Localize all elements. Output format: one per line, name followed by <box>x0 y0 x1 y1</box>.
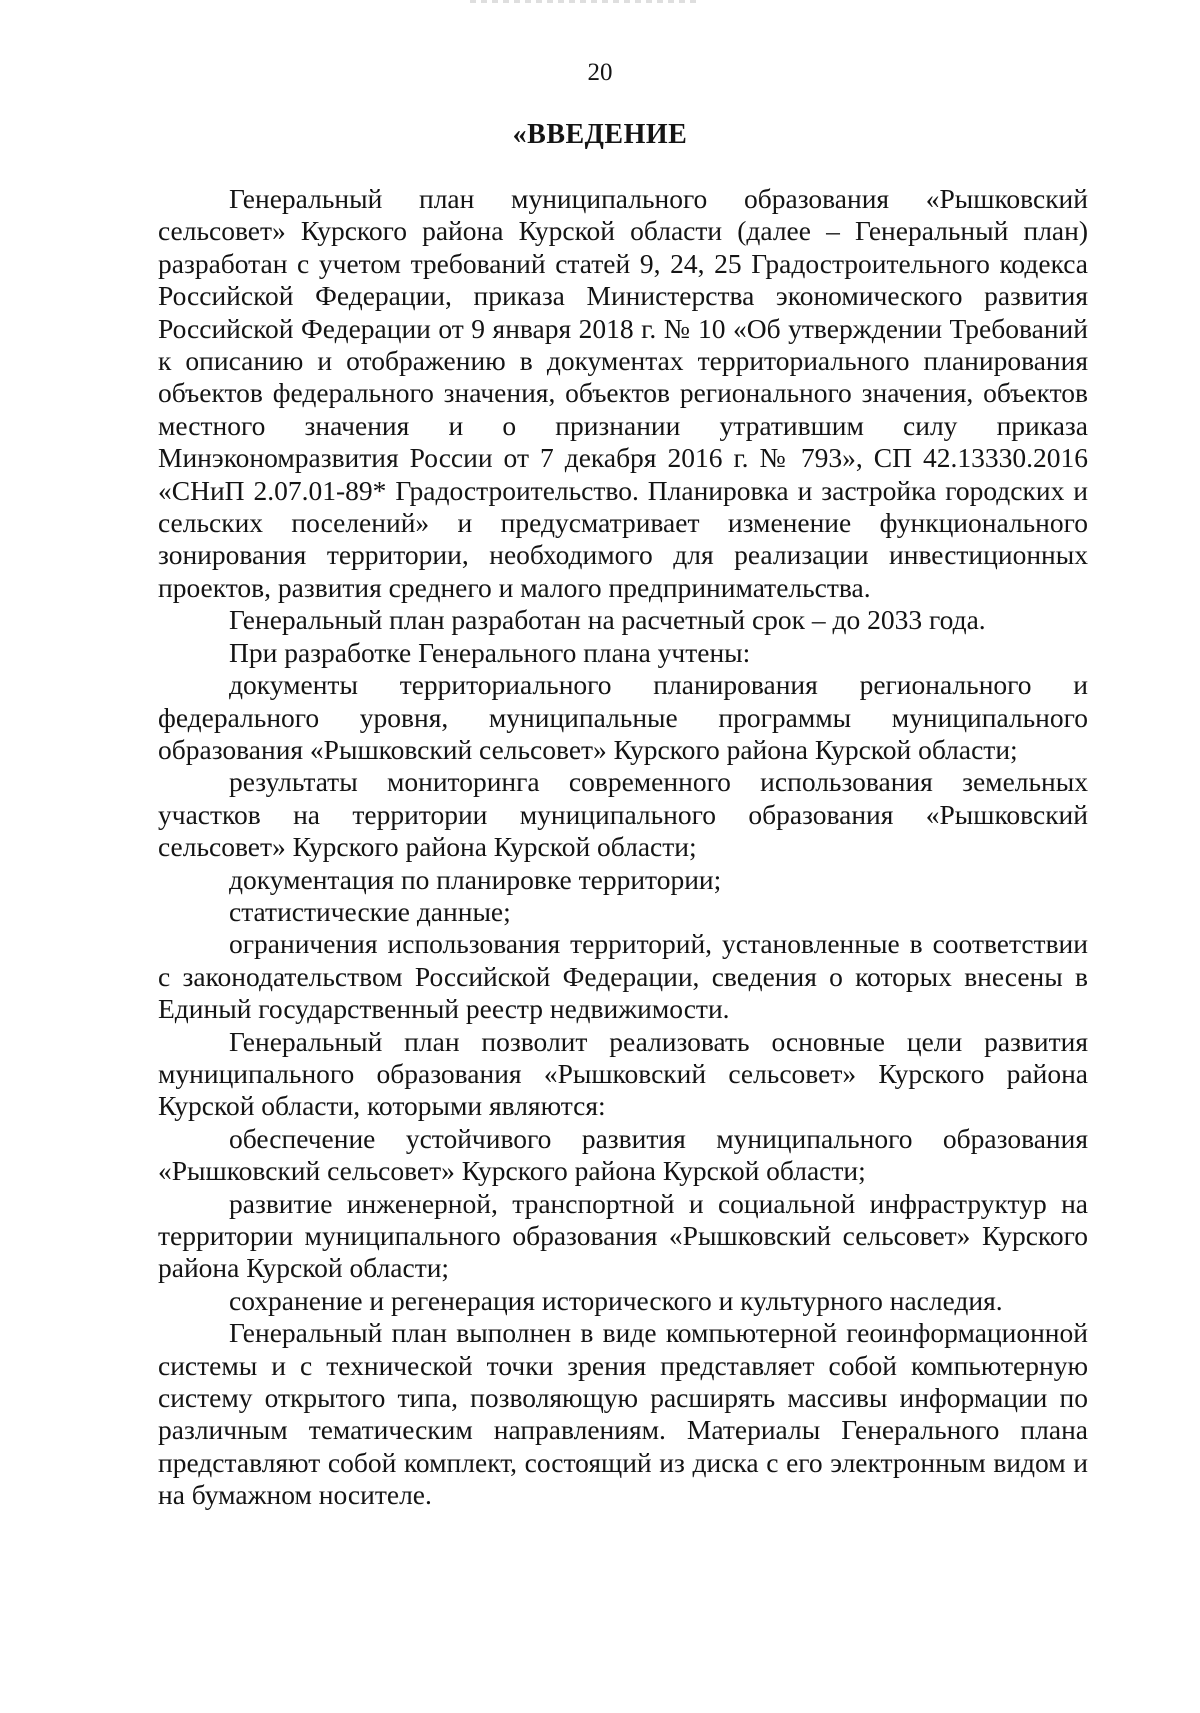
list-item-sustainable-development: обеспечение устойчивого развития муниципального образования «Рышковский сельсовет» Курского района Курской области; <box>158 1122 1088 1187</box>
list-item-monitoring-results: результаты мониторинга современного использования земельных участков на территории муниципального образования «Рышковский сельсовет» Курского района Курской области; <box>158 766 1088 863</box>
list-item-restrictions: ограничения использования территорий, установленные в соответствии с законодательством Российской Федерации, сведения о которых внесены в Единый государственный реестр недвижимости. <box>158 928 1088 1025</box>
page-number: 20 <box>587 59 613 86</box>
paragraph-considered-heading: При разработке Генерального плана учтены: <box>229 636 751 668</box>
list-item-statistics: статистические данные; <box>229 895 511 927</box>
scan-artifact <box>470 0 700 3</box>
paragraph-term: Генеральный план разработан на расчетный срок – до 2033 года. <box>229 604 986 636</box>
paragraph-gis: Генеральный план выполнен в виде компьютерной геоинформационной системы и с технической точки зрения представляет собой компьютерную систему открытого типа, позволяющую расширять массивы информации по различным тематическим направлениям. Материалы Генерального плана представляют собой комплект, состоящий из диска с его электронным видом и на бумажном носителе. <box>158 1317 1088 1511</box>
paragraph-intro: Генеральный план муниципального образования «Рышковский сельсовет» Курского района Курской области (далее – Генеральный план) разработан с учетом требований статей 9, 24, 25 Градостроительного кодекса Российской Федерации, приказа Министерства экономического развития Российской Федерации от 9 января 2018 г. № 10 «Об утверждении Требований к описанию и отображению в документах территориального планирования объектов федерального значения, объектов регионального значения, объектов местного значения и о признании утратившим силу приказа Минэкономразвития России от 7 декабря 2016 г. № 793», СП 42.13330.2016 «СНиП 2.07.01-89* Градостроительство. Планировка и застройка городских и сельских поселений» и предусматривает изменение функционального зонирования территории, необходимого для реализации инвестиционных проектов, развития среднего и малого предпринимательства. <box>158 183 1088 603</box>
list-item-heritage: сохранение и регенерация исторического и культурного наследия. <box>229 1284 1003 1316</box>
body-text <box>158 183 1088 1512</box>
list-item-infrastructure: развитие инженерной, транспортной и социальной инфраструктур на территории муниципального образования «Рышковский сельсовет» Курского района Курской области; <box>158 1187 1088 1284</box>
paragraph-goals: Генеральный план позволит реализовать основные цели развития муниципального образования «Рышковский сельсовет» Курского района Курской области, которыми являются: <box>158 1025 1088 1122</box>
list-item-planning-documents: документы территориального планирования регионального и федерального уровня, муниципальные программы муниципального образования «Рышковский сельсовет» Курского района Курской области; <box>158 669 1088 765</box>
section-heading: «ВВЕДЕНИЕ <box>512 119 688 150</box>
list-item-planning-documentation: документация по планировке территории; <box>229 863 722 895</box>
